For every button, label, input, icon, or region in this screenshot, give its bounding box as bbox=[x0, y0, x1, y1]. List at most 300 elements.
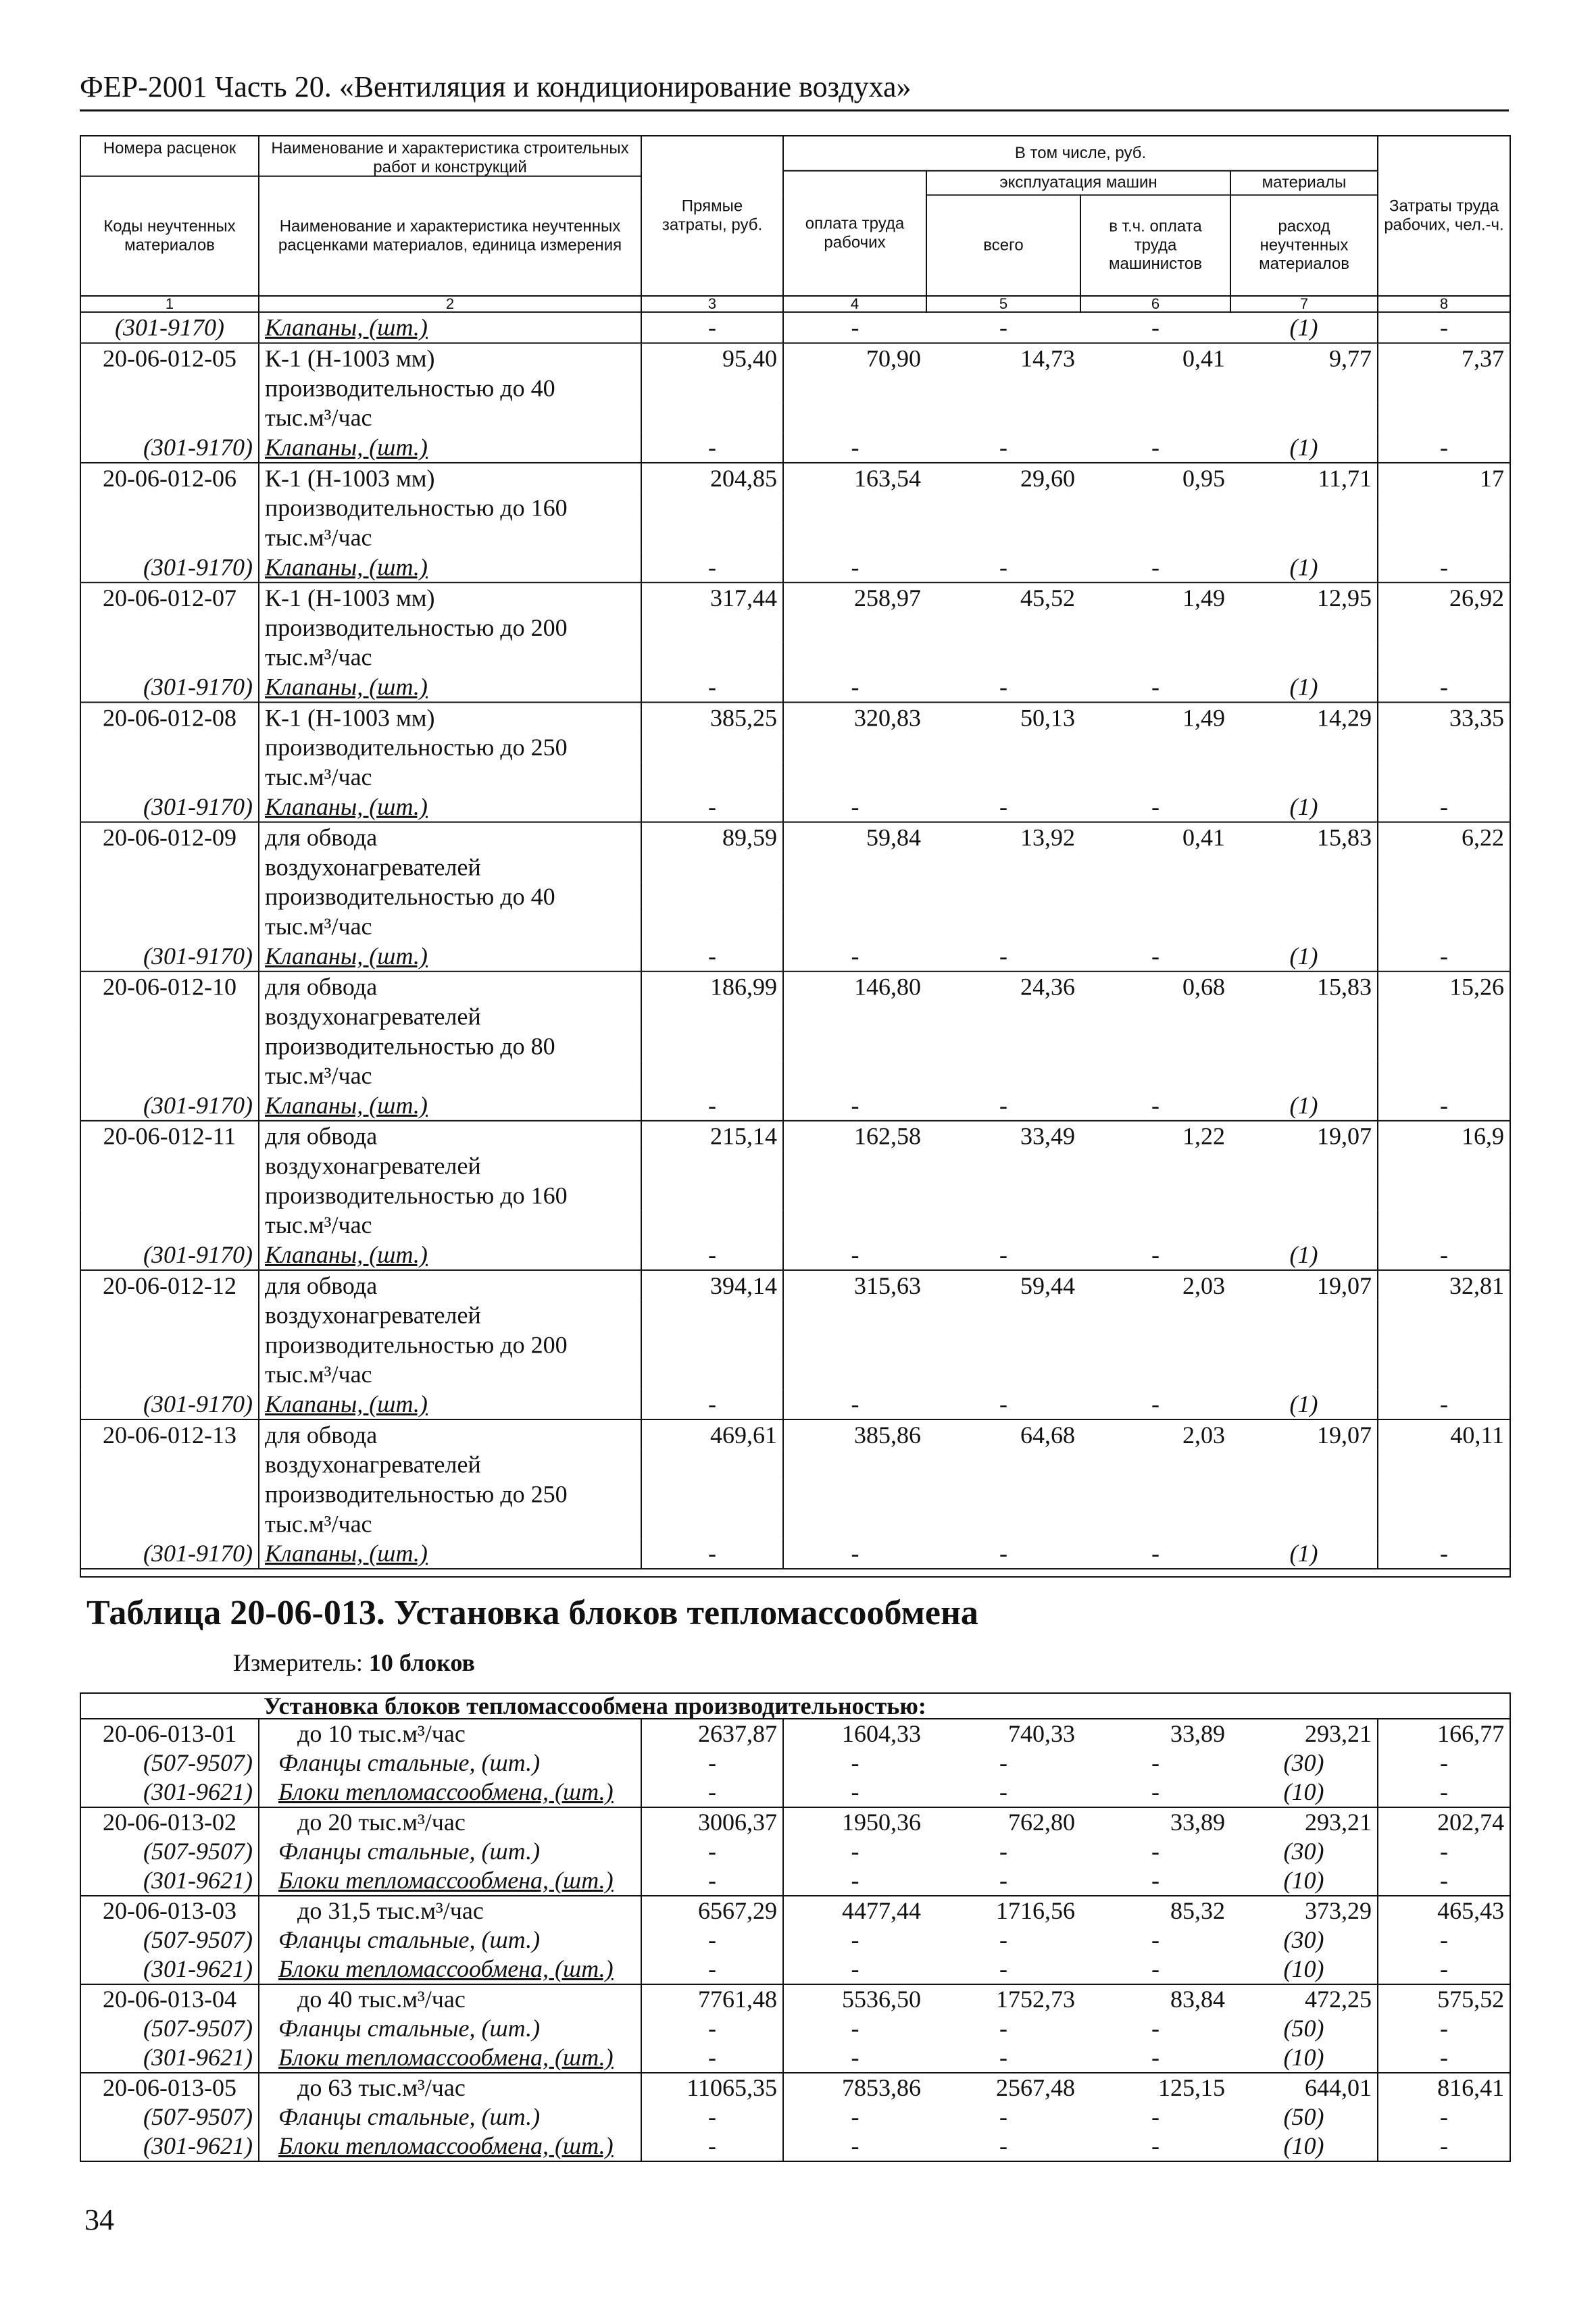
dash-cell: - bbox=[1378, 1955, 1510, 1984]
value-cell: 163,54 bbox=[783, 463, 926, 493]
empty-cell bbox=[1080, 493, 1230, 523]
material-code: (301-9170) bbox=[143, 1092, 253, 1119]
dash-cell: - bbox=[999, 1955, 1007, 1982]
table-row bbox=[80, 1121, 1510, 1151]
empty-cell bbox=[1230, 374, 1378, 403]
rate-code: 20-06-013-05 bbox=[80, 2073, 259, 2103]
empty-cell bbox=[926, 853, 1080, 882]
dash-cell: - bbox=[999, 434, 1007, 461]
empty-cell bbox=[641, 911, 783, 941]
dash-cell: - bbox=[999, 1926, 1007, 1953]
dash-cell: - bbox=[641, 312, 783, 343]
empty-cell bbox=[1378, 1509, 1510, 1538]
table-row bbox=[80, 732, 1510, 762]
dash-cell: - bbox=[999, 2132, 1007, 2159]
material-code: (507-9507) bbox=[143, 1749, 253, 1776]
empty-cell bbox=[783, 1480, 926, 1509]
material-code: (301-9170) bbox=[143, 553, 253, 581]
value-cell: 202,74 bbox=[1378, 1807, 1510, 1837]
spacer-row bbox=[80, 1569, 1510, 1577]
table-row bbox=[80, 1061, 1510, 1090]
empty-cell bbox=[1378, 403, 1510, 432]
col-header-material-usage: расход неучтенных материалов bbox=[1230, 195, 1378, 296]
table-row bbox=[80, 2043, 1510, 2073]
empty-cell bbox=[926, 732, 1080, 762]
empty-cell bbox=[926, 1151, 1080, 1181]
empty-cell bbox=[641, 882, 783, 911]
material-name: Клапаны, (шт.) bbox=[259, 312, 641, 343]
table-row bbox=[80, 2103, 1510, 2132]
rate-code: 20-06-012-08 bbox=[80, 702, 259, 732]
empty-cell bbox=[641, 1210, 783, 1240]
value-cell: 0,95 bbox=[1080, 463, 1230, 493]
value-cell: 59,84 bbox=[783, 822, 926, 853]
dash-cell: - bbox=[1151, 2044, 1159, 2071]
dash-cell: - bbox=[999, 1867, 1007, 1894]
work-description: тыс.м³/час bbox=[259, 1509, 641, 1538]
material-name: Блоки тепломассообмена, (шт.) bbox=[259, 2132, 641, 2161]
empty-cell bbox=[80, 1450, 259, 1480]
dash-cell: - bbox=[641, 1837, 783, 1866]
empty-cell bbox=[926, 911, 1080, 941]
empty-cell bbox=[1230, 1359, 1378, 1389]
value-cell: 1,49 bbox=[1080, 702, 1230, 732]
dash-cell: - bbox=[999, 1241, 1007, 1268]
dash-cell: - bbox=[851, 673, 859, 701]
table-body bbox=[80, 312, 1510, 1577]
work-description: производительностью до 160 bbox=[259, 493, 641, 523]
value-cell: 19,07 bbox=[1230, 1419, 1378, 1450]
work-description: до 40 тыс.м³/час bbox=[259, 1984, 641, 2014]
work-description: до 31,5 тыс.м³/час bbox=[259, 1896, 641, 1926]
value-cell: 26,92 bbox=[1378, 582, 1510, 613]
page-header: ФЕР-2001 Часть 20. «Вентиляция и кондиционирование воздуха» bbox=[80, 70, 912, 103]
value-cell: 215,14 bbox=[641, 1121, 783, 1151]
empty-cell bbox=[641, 1480, 783, 1509]
value-cell: 1,22 bbox=[1080, 1121, 1230, 1151]
table-row bbox=[80, 941, 1510, 972]
value-cell: 50,13 bbox=[926, 702, 1080, 732]
dash-cell: - bbox=[999, 673, 1007, 701]
rate-code: 20-06-012-11 bbox=[80, 1121, 259, 1151]
value-cell: 644,01 bbox=[1230, 2073, 1378, 2103]
value-cell: 45,52 bbox=[926, 582, 1080, 613]
work-description: воздухонагревателей bbox=[259, 1301, 641, 1330]
col-header-codes: Номера расценок Коды неучтенных материалов bbox=[80, 136, 259, 296]
empty-cell bbox=[783, 732, 926, 762]
material-name: Фланцы стальные, (шт.) bbox=[259, 1749, 641, 1778]
dash-cell: - bbox=[641, 1538, 783, 1569]
work-description: до 10 тыс.м³/час bbox=[259, 1719, 641, 1749]
empty-cell bbox=[783, 374, 926, 403]
empty-cell bbox=[1080, 853, 1230, 882]
dash-cell: - bbox=[851, 434, 859, 461]
empty-cell bbox=[926, 1210, 1080, 1240]
empty-cell bbox=[1080, 1210, 1230, 1240]
rate-code: 20-06-012-09 bbox=[80, 822, 259, 853]
work-description: производительностью до 40 bbox=[259, 374, 641, 403]
material-qty: (50) bbox=[1283, 2103, 1324, 2130]
value-cell: 3006,37 bbox=[641, 1807, 783, 1837]
work-description: тыс.м³/час bbox=[259, 762, 641, 792]
work-description: К-1 (Н-1003 мм) bbox=[259, 582, 641, 613]
empty-cell bbox=[926, 1359, 1080, 1389]
empty-cell bbox=[1230, 762, 1378, 792]
empty-cell bbox=[1230, 1210, 1378, 1240]
empty-cell bbox=[1230, 911, 1378, 941]
dash-cell: - bbox=[1151, 1749, 1159, 1776]
rate-code: 20-06-013-04 bbox=[80, 1984, 259, 2014]
empty-cell bbox=[641, 493, 783, 523]
material-qty: (10) bbox=[1283, 1778, 1324, 1805]
dash-cell: - bbox=[1378, 941, 1510, 972]
value-cell: 33,49 bbox=[926, 1121, 1080, 1151]
material-qty: (1) bbox=[1230, 312, 1378, 343]
empty-cell bbox=[1080, 762, 1230, 792]
material-name: Клапаны, (шт.) bbox=[259, 1240, 641, 1270]
value-cell: 2,03 bbox=[1080, 1270, 1230, 1301]
dash-cell: - bbox=[1378, 2014, 1510, 2043]
dash-cell: - bbox=[641, 432, 783, 463]
col-header-total: всего bbox=[926, 195, 1080, 296]
rate-code: 20-06-012-12 bbox=[80, 1270, 259, 1301]
value-cell: 317,44 bbox=[641, 582, 783, 613]
dash-cell: - bbox=[851, 942, 859, 970]
value-cell: 7,37 bbox=[1378, 343, 1510, 374]
material-code: (301-9170) bbox=[80, 312, 259, 343]
work-description: производительностью до 80 bbox=[259, 1031, 641, 1061]
table-row bbox=[80, 582, 1510, 613]
material-name: Клапаны, (шт.) bbox=[259, 552, 641, 582]
empty-cell bbox=[1230, 1450, 1378, 1480]
table-title: Таблица 20-06-013. Установка блоков тепломассообмена bbox=[86, 1594, 978, 1632]
work-description: производительностью до 160 bbox=[259, 1180, 641, 1210]
dash-cell: - bbox=[641, 2043, 783, 2073]
empty-cell bbox=[80, 1180, 259, 1210]
empty-cell bbox=[1080, 1509, 1230, 1538]
empty-cell bbox=[641, 1151, 783, 1181]
value-cell: 373,29 bbox=[1230, 1896, 1378, 1926]
empty-cell bbox=[783, 1031, 926, 1061]
dash-cell: - bbox=[1378, 1240, 1510, 1270]
empty-cell bbox=[80, 403, 259, 432]
material-qty: (10) bbox=[1283, 2132, 1324, 2159]
dash-cell: - bbox=[999, 1092, 1007, 1119]
material-code: (301-9170) bbox=[143, 942, 253, 970]
material-code: (507-9507) bbox=[143, 1926, 253, 1953]
table-row bbox=[80, 1301, 1510, 1330]
value-cell: 15,83 bbox=[1230, 822, 1378, 853]
dash-cell: - bbox=[851, 1838, 859, 1865]
rate-code: 20-06-013-02 bbox=[80, 1807, 259, 1837]
work-description: до 20 тыс.м³/час bbox=[259, 1807, 641, 1837]
value-cell: 0,41 bbox=[1080, 822, 1230, 853]
table-row bbox=[80, 702, 1510, 732]
empty-cell bbox=[641, 1002, 783, 1032]
value-cell: 6,22 bbox=[1378, 822, 1510, 853]
empty-cell bbox=[80, 732, 259, 762]
rate-code: 20-06-012-10 bbox=[80, 972, 259, 1002]
value-cell: 9,77 bbox=[1230, 343, 1378, 374]
empty-cell bbox=[641, 613, 783, 643]
dash-cell: - bbox=[783, 312, 926, 343]
empty-cell bbox=[80, 1480, 259, 1509]
empty-cell bbox=[1378, 523, 1510, 553]
col-header-including: В том числе, руб. bbox=[783, 136, 1378, 171]
dash-cell: - bbox=[999, 1540, 1007, 1567]
dash-cell: - bbox=[999, 1749, 1007, 1776]
value-cell: 5536,50 bbox=[783, 1984, 926, 2014]
empty-cell bbox=[1080, 1180, 1230, 1210]
empty-cell bbox=[783, 762, 926, 792]
table-row bbox=[80, 1419, 1510, 1450]
dash-cell: - bbox=[1151, 793, 1159, 820]
empty-cell bbox=[783, 1359, 926, 1389]
dash-cell: - bbox=[1378, 2043, 1510, 2073]
rate-code: 20-06-012-05 bbox=[80, 343, 259, 374]
empty-cell bbox=[641, 523, 783, 553]
material-qty: (1) bbox=[1289, 1241, 1318, 1268]
empty-cell bbox=[1080, 882, 1230, 911]
dash-cell: - bbox=[851, 2044, 859, 2071]
table-row bbox=[80, 1330, 1510, 1360]
empty-cell bbox=[641, 1359, 783, 1389]
empty-cell bbox=[1080, 374, 1230, 403]
empty-cell bbox=[80, 1002, 259, 1032]
value-cell: 125,15 bbox=[1080, 2073, 1230, 2103]
empty-cell bbox=[1378, 1301, 1510, 1330]
empty-cell bbox=[1080, 1002, 1230, 1032]
empty-cell bbox=[1378, 1151, 1510, 1181]
empty-cell bbox=[641, 1301, 783, 1330]
work-description: воздухонагревателей bbox=[259, 1450, 641, 1480]
material-qty: (30) bbox=[1283, 1749, 1324, 1776]
dash-cell: - bbox=[641, 941, 783, 972]
material-qty: (1) bbox=[1289, 1390, 1318, 1417]
empty-cell bbox=[1230, 1301, 1378, 1330]
table-row bbox=[80, 762, 1510, 792]
page-number: 34 bbox=[84, 2203, 114, 2236]
empty-cell bbox=[783, 403, 926, 432]
table-row bbox=[80, 1866, 1510, 1896]
dash-cell: - bbox=[851, 2015, 859, 2042]
rate-code: 20-06-012-13 bbox=[80, 1419, 259, 1450]
empty-cell bbox=[1080, 643, 1230, 672]
table-row bbox=[80, 1896, 1510, 1926]
material-name: Фланцы стальные, (шт.) bbox=[259, 2014, 641, 2043]
dash-cell: - bbox=[1151, 1540, 1159, 1567]
value-cell: 2637,87 bbox=[641, 1719, 783, 1749]
work-description: производительностью до 250 bbox=[259, 732, 641, 762]
table-row bbox=[80, 1984, 1510, 2014]
dash-cell: - bbox=[1378, 672, 1510, 703]
dash-cell: - bbox=[1378, 312, 1510, 343]
work-description: производительностью до 40 bbox=[259, 882, 641, 911]
table-row bbox=[80, 972, 1510, 1002]
empty-cell bbox=[783, 613, 926, 643]
dash-cell: - bbox=[1151, 1092, 1159, 1119]
table-row bbox=[80, 1480, 1510, 1509]
material-qty: (1) bbox=[1289, 942, 1318, 970]
empty-cell bbox=[1230, 1480, 1378, 1509]
dash-cell: - bbox=[851, 1092, 859, 1119]
dash-cell: - bbox=[999, 1778, 1007, 1805]
table-row bbox=[80, 1270, 1510, 1301]
rate-code: 20-06-013-03 bbox=[80, 1896, 259, 1926]
dash-cell: - bbox=[641, 1866, 783, 1896]
empty-cell bbox=[80, 523, 259, 553]
work-description: для обвода bbox=[259, 1419, 641, 1450]
value-cell: 186,99 bbox=[641, 972, 783, 1002]
empty-cell bbox=[1230, 493, 1378, 523]
material-name: Блоки тепломассообмена, (шт.) bbox=[259, 1778, 641, 1807]
table-row bbox=[80, 1837, 1510, 1866]
work-description: тыс.м³/час bbox=[259, 643, 641, 672]
value-cell: 320,83 bbox=[783, 702, 926, 732]
value-cell: 16,9 bbox=[1378, 1121, 1510, 1151]
work-description: тыс.м³/час bbox=[259, 403, 641, 432]
dash-cell: - bbox=[1378, 1090, 1510, 1121]
empty-cell bbox=[1230, 1509, 1378, 1538]
empty-cell bbox=[1378, 1330, 1510, 1360]
value-cell: 95,40 bbox=[641, 343, 783, 374]
value-cell: 293,21 bbox=[1230, 1807, 1378, 1837]
rates-table-013 bbox=[80, 1692, 1511, 2162]
work-description: К-1 (Н-1003 мм) bbox=[259, 702, 641, 732]
empty-cell bbox=[1080, 1031, 1230, 1061]
empty-cell bbox=[1080, 1301, 1230, 1330]
empty-cell bbox=[1230, 732, 1378, 762]
empty-cell bbox=[926, 403, 1080, 432]
dash-cell: - bbox=[1378, 792, 1510, 822]
dash-cell: - bbox=[1151, 942, 1159, 970]
dash-cell: - bbox=[1151, 1867, 1159, 1894]
material-qty: (1) bbox=[1289, 1540, 1318, 1567]
dash-cell: - bbox=[851, 2103, 859, 2130]
rate-code: 20-06-012-07 bbox=[80, 582, 259, 613]
value-cell: 2567,48 bbox=[926, 2073, 1080, 2103]
value-cell: 32,81 bbox=[1378, 1270, 1510, 1301]
group-header-row: Установка блоков тепломассообмена производительностью: bbox=[80, 1693, 1510, 1719]
dash-cell: - bbox=[641, 1389, 783, 1419]
work-description: для обвода bbox=[259, 972, 641, 1002]
empty-cell bbox=[1080, 1151, 1230, 1181]
material-name: Фланцы стальные, (шт.) bbox=[259, 1837, 641, 1866]
table-row bbox=[80, 1778, 1510, 1807]
dash-cell: - bbox=[999, 553, 1007, 581]
value-cell: 258,97 bbox=[783, 582, 926, 613]
empty-cell bbox=[1378, 374, 1510, 403]
material-code: (301-9621) bbox=[143, 2132, 253, 2159]
col-header-labor: Затраты труда рабочих, чел.-ч. bbox=[1378, 136, 1510, 296]
table-row bbox=[80, 853, 1510, 882]
dash-cell: - bbox=[641, 1955, 783, 1984]
table-row bbox=[80, 1955, 1510, 1984]
value-cell: 1950,36 bbox=[783, 1807, 926, 1837]
empty-cell bbox=[1080, 1480, 1230, 1509]
dash-cell: - bbox=[851, 1749, 859, 1776]
table-row bbox=[80, 1240, 1510, 1270]
table-row bbox=[80, 911, 1510, 941]
dash-cell: - bbox=[851, 1390, 859, 1417]
material-qty: (50) bbox=[1283, 2015, 1324, 2042]
empty-cell bbox=[926, 1301, 1080, 1330]
material-name: Клапаны, (шт.) bbox=[259, 672, 641, 703]
empty-cell bbox=[1378, 1480, 1510, 1509]
dash-cell: - bbox=[999, 2044, 1007, 2071]
empty-cell bbox=[1080, 403, 1230, 432]
table-row bbox=[80, 2073, 1510, 2103]
material-name: Клапаны, (шт.) bbox=[259, 432, 641, 463]
empty-cell bbox=[1230, 1061, 1378, 1090]
table-row bbox=[80, 643, 1510, 672]
empty-cell bbox=[1378, 911, 1510, 941]
dash-cell: - bbox=[851, 1540, 859, 1567]
table-row bbox=[80, 1509, 1510, 1538]
empty-cell bbox=[926, 1509, 1080, 1538]
empty-cell bbox=[80, 853, 259, 882]
table-header bbox=[80, 136, 1510, 312]
dash-cell: - bbox=[1378, 2132, 1510, 2161]
empty-cell bbox=[641, 762, 783, 792]
dash-cell: - bbox=[1151, 1390, 1159, 1417]
empty-cell bbox=[1080, 613, 1230, 643]
empty-cell bbox=[1080, 732, 1230, 762]
empty-cell bbox=[1080, 911, 1230, 941]
value-cell: 2,03 bbox=[1080, 1419, 1230, 1450]
table-row bbox=[80, 613, 1510, 643]
value-cell: 85,32 bbox=[1080, 1896, 1230, 1926]
dash-cell: - bbox=[1151, 1926, 1159, 1953]
empty-cell bbox=[641, 374, 783, 403]
work-description: тыс.м³/час bbox=[259, 1210, 641, 1240]
empty-cell bbox=[641, 1031, 783, 1061]
value-cell: 15,26 bbox=[1378, 972, 1510, 1002]
empty-cell bbox=[1080, 1359, 1230, 1389]
table-row bbox=[80, 1450, 1510, 1480]
value-cell: 7853,86 bbox=[783, 2073, 926, 2103]
material-qty: (30) bbox=[1283, 1838, 1324, 1865]
material-qty: (10) bbox=[1283, 1955, 1324, 1982]
dash-cell: - bbox=[851, 793, 859, 820]
table-row bbox=[80, 1359, 1510, 1389]
empty-cell bbox=[783, 1330, 926, 1360]
empty-cell bbox=[1378, 493, 1510, 523]
work-description: воздухонагревателей bbox=[259, 853, 641, 882]
dash-cell: - bbox=[641, 2103, 783, 2132]
material-name: Фланцы стальные, (шт.) bbox=[259, 1926, 641, 1955]
value-cell: 1604,33 bbox=[783, 1719, 926, 1749]
empty-cell bbox=[80, 643, 259, 672]
value-cell: 762,80 bbox=[926, 1807, 1080, 1837]
dash-cell: - bbox=[1151, 2132, 1159, 2159]
table-row bbox=[80, 312, 1510, 343]
value-cell: 1,49 bbox=[1080, 582, 1230, 613]
table-row bbox=[80, 1151, 1510, 1181]
value-cell: 394,14 bbox=[641, 1270, 783, 1301]
value-cell: 14,73 bbox=[926, 343, 1080, 374]
empty-cell bbox=[1230, 1151, 1378, 1181]
material-qty: (10) bbox=[1283, 1867, 1324, 1894]
value-cell: 14,29 bbox=[1230, 702, 1378, 732]
empty-cell bbox=[1080, 1330, 1230, 1360]
empty-cell bbox=[783, 1061, 926, 1090]
dash-cell: - bbox=[926, 312, 1080, 343]
empty-cell bbox=[783, 1450, 926, 1480]
dash-cell: - bbox=[1378, 1866, 1510, 1896]
material-code: (301-9170) bbox=[143, 673, 253, 701]
empty-cell bbox=[80, 613, 259, 643]
